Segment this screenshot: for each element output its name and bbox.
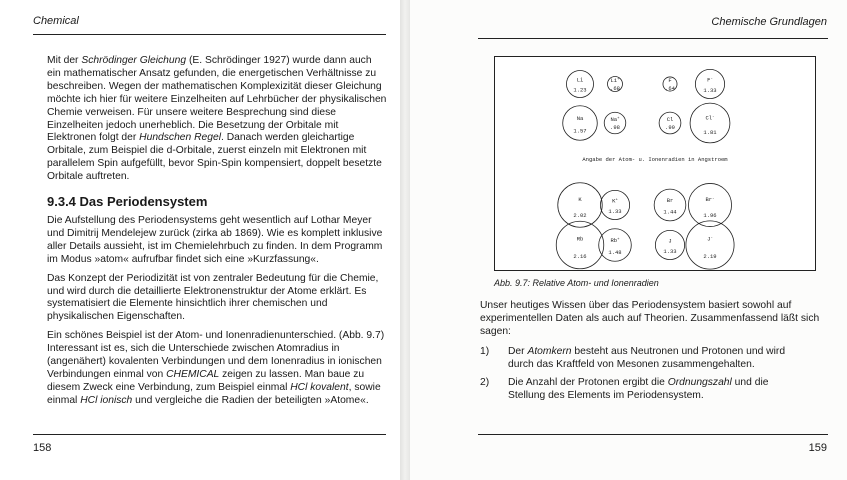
- para-text: (E. Schrödinger 1927) wurde dann auch ein mathematischer Ansatz gefunden, die energetischen Verhältnisse zu beschreiben. Wegen der mathematischen Komplexizität dieser Gleichung möchte ich hier für weitere Einzelheiten auf Lehrbücher der physikalischen Chemie verweisen. Für unsere weitere Besprechung sind diese Einzelheiten jedoch unerheblich. Die Besetzung der Orbitale mit Elektronen folgt der: [47, 55, 387, 144]
- atom-symbol: J-: [707, 235, 713, 243]
- atom-symbol: Rb: [576, 235, 584, 243]
- atom-cl: [659, 112, 681, 134]
- atom-circle: [563, 106, 598, 141]
- paragraph-beispiel: [47, 330, 387, 407]
- paragraph-aufstellung: Die Aufstellung des Periodensystems geht wesentlich auf Lothar Meyer und Dimitrij Mendelejew zurück (zirka ab 1869). Wie es komplett inklusive aller Details aussieht, ist im Chemielehrbuch zu finden. In dem Programm im Modus »atom« aufrufbar findet sich eine »Kurzfassung«.: [47, 215, 383, 265]
- atom-radius-value: .99: [665, 124, 675, 131]
- figure-title: Angabe der Atom- u. Ionenradien in Angstroem: [582, 156, 728, 163]
- atom-circle: [688, 183, 731, 226]
- atom-symbol: Na+: [610, 116, 620, 123]
- atom-k: [558, 183, 602, 227]
- atom-symbol: F-: [707, 76, 713, 84]
- right-page: [410, 0, 847, 480]
- para-text: Ein schönes Beispiel ist der Atom- und Ionenradienunterschied. (Abb. 9.7) Interessant ist es, sich die Unterschiede zwischen Atomradius in (angenähert) kovalenten Verbindungen und dem Ionenradius in ionischen Verbindungen einmal von: [47, 330, 385, 380]
- atom-symbol: Li+: [610, 77, 620, 84]
- atom-circle: [655, 230, 684, 259]
- atom-radius-value: .68: [610, 85, 620, 92]
- atom-br: [654, 189, 686, 221]
- para-text: Mit der: [47, 55, 82, 66]
- footer-rule-right: [478, 434, 828, 435]
- atom-symbol: Cl-: [705, 114, 715, 122]
- atom-circle: [686, 221, 734, 269]
- page-number-right: 159: [808, 442, 827, 454]
- atom-na: [563, 106, 598, 141]
- atom-li-anioncation: [608, 77, 623, 92]
- atom-li: [566, 70, 593, 97]
- figure-atom-radii: [494, 56, 816, 271]
- atom-circle: [690, 103, 730, 143]
- atom-radius-value: 1.44: [663, 208, 677, 216]
- list-text: [508, 377, 808, 403]
- running-head-right: Chemische Grundlagen: [711, 16, 827, 28]
- atom-symbol: K: [578, 196, 582, 204]
- list-text-part: und die Stellung des Elements im Periodensystem.: [508, 377, 769, 401]
- list-emphasis: Atomkern: [527, 346, 572, 357]
- atom-radius-value: 2.19: [703, 253, 717, 261]
- atom-symbol: Na: [576, 114, 584, 122]
- atom-radius-value: 1.23: [573, 86, 587, 94]
- atom-symbol: J: [668, 237, 672, 245]
- para-text: , sowie einmal: [47, 381, 381, 406]
- atom-br-anion: [688, 183, 731, 226]
- atom-f-anion: [695, 69, 724, 98]
- para-emphasis: HCl ionisch: [80, 394, 133, 406]
- atom-circle: [654, 189, 686, 221]
- header-rule-right: [478, 38, 828, 39]
- atom-na-anioncation: [604, 112, 626, 134]
- left-page: [0, 0, 400, 480]
- header-rule-left: [33, 34, 386, 35]
- atom-radius-value: 1.57: [573, 127, 587, 135]
- body-text-left: [47, 55, 387, 190]
- para-emphasis: Hundschen Regel: [139, 132, 222, 144]
- list-text-part: besteht aus Neutronen und Protonen und wird durch das Kraftfeld von Mesonen zusammengehalten.: [508, 346, 786, 370]
- paragraph-konzept: Das Konzept der Periodizität ist von zentraler Bedeutung für die Chemie, und wird durch die detaillierte Elektronenstruktur der Atome erklärt. Es systematisiert die Elemente hinsichtlich ihrer chemischen und physikalischen Eigenschaften.: [47, 272, 379, 323]
- atom-symbol: Cl: [666, 116, 674, 123]
- atom-radius-value: 1.81: [703, 128, 717, 136]
- body-text-left-2: [47, 215, 387, 414]
- list-text-part: Die Anzahl der Protonen ergibt die: [508, 377, 668, 388]
- atom-symbol: Rb+: [610, 237, 620, 245]
- atom-radius-value: 1.33: [663, 248, 677, 256]
- atom-radius-value: 1.33: [703, 87, 717, 95]
- para-emphasis: Schrödinger Gleichung: [81, 55, 187, 66]
- para-text: und vergleiche die Radien der beteiligten »Atome«.: [132, 394, 369, 406]
- atom-k-anioncation: [600, 190, 629, 219]
- atom-symbol: Br-: [705, 196, 715, 204]
- list-number: 1): [480, 346, 490, 357]
- atom-circle: [566, 70, 593, 97]
- atom-radii-diagram: [495, 57, 815, 270]
- atom-symbol: Br: [666, 197, 674, 205]
- atom-circle: [556, 221, 604, 269]
- running-head-left: Chemical: [33, 15, 79, 27]
- para-text: . Danach werden gleichartige Orbitale, zum Beispiel die d-Orbitale, zuerst einzeln mit Elektronen mit parallelem Spin aufgefüllt, bevor Spin-Spin kompensiert, doppelt besetzte Orbitale auftreten.: [47, 132, 382, 183]
- paragraph-schroedinger: [47, 55, 387, 184]
- atom-radius-value: .98: [610, 124, 620, 131]
- atom-j-anion: [686, 221, 734, 269]
- figure-caption: Abb. 9.7: Relative Atom- und Ionenradien: [494, 278, 659, 288]
- page-number-left: 158: [33, 442, 52, 454]
- atom-circle: [600, 190, 629, 219]
- atom-radius-value: 1.96: [703, 211, 717, 219]
- para-text: zeigen zu lassen. Man baue zu diesem Zweck eine Verbindung, zum Beispiel einmal: [47, 368, 365, 393]
- paragraph-wissen: Unser heutiges Wissen über das Periodensystem basiert sowohl auf experimentellen Daten als auch auf Theorien. Zusammenfassend läßt sich sagen:: [480, 300, 820, 337]
- atom-radius-value: .64: [665, 85, 675, 92]
- list-number: 2): [480, 377, 490, 388]
- atom-radius-value: 1.48: [608, 248, 622, 256]
- section-heading: 9.3.4 Das Periodensystem: [47, 194, 208, 209]
- atom-symbol: F: [668, 77, 672, 84]
- atom-circle: [695, 69, 724, 98]
- atom-j: [655, 230, 684, 259]
- book-gutter: [400, 0, 410, 480]
- body-text-right: [480, 300, 825, 345]
- list-text: [508, 346, 808, 372]
- atom-f: [663, 77, 677, 92]
- footer-rule-left: [33, 434, 386, 435]
- atom-symbol: K+: [612, 197, 618, 205]
- atom-radius-value: 2.02: [573, 212, 587, 220]
- atom-symbol: Li: [576, 76, 584, 84]
- para-emphasis: HCl kovalent: [290, 381, 349, 393]
- atom-rb: [556, 221, 604, 269]
- para-emphasis: CHEMICAL: [166, 368, 220, 380]
- atom-circle: [558, 183, 602, 227]
- atom-radius-value: 1.33: [608, 208, 622, 216]
- atom-radius-value: 2.16: [573, 253, 587, 261]
- atom-cl-anion: [690, 103, 730, 143]
- list-text-part: Der: [508, 346, 528, 357]
- list-emphasis: Ordnungszahl: [667, 377, 732, 388]
